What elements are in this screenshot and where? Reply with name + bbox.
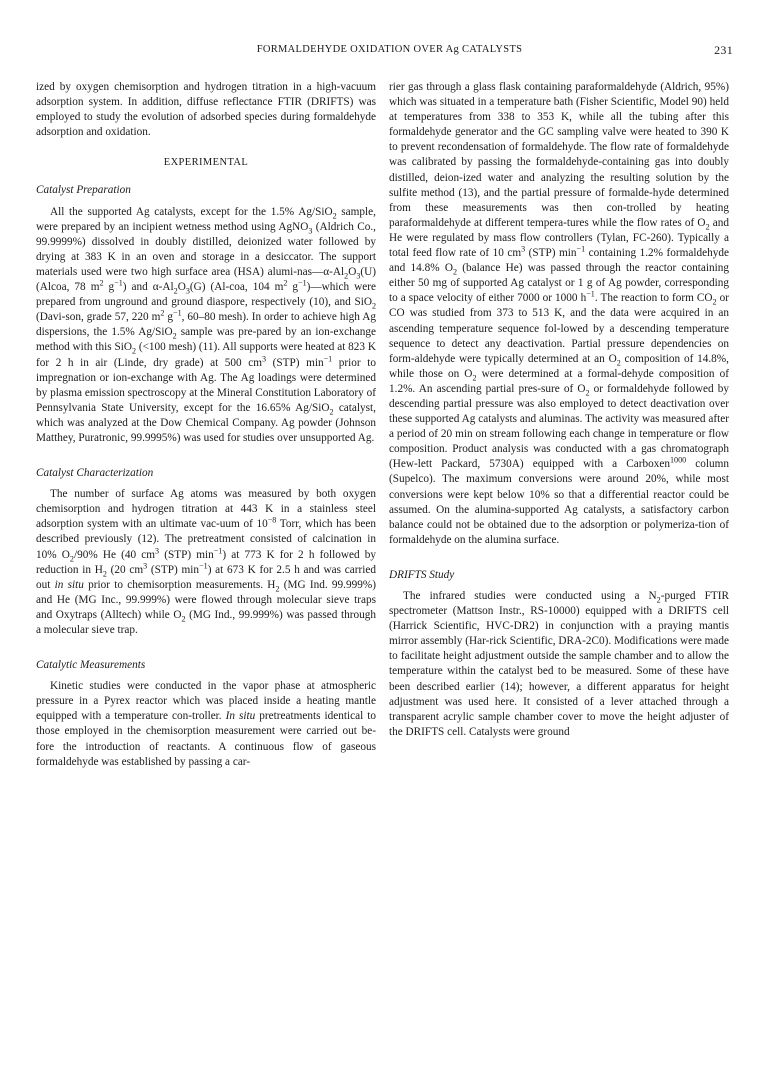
right-column xyxy=(389,80,729,740)
running-title: FORMALDEHYDE OXIDATION OVER Ag CATALYSTS xyxy=(256,44,523,55)
page-number: 231 xyxy=(714,43,733,57)
catalytic-measurements-paragraph: Kinetic studies were conducted in the vapor phase at atmospheric pressure in a Pyrex reactor which was placed inside a heating mantle equipped with a temperature con-troller. In situ pretreatments identical to those employed in the chemisorption measurement were carried out be-fore the introduction of reactants. A continuous flow of gaseous formaldehyde was established by passing a car- xyxy=(36,680,376,768)
intro-paragraph: ized by oxygen chemisorption and hydrogen titration in a high-vacuum adsorption system. In addition, diffuse reflectance FTIR (DRIFTS) was employed to study the evolution of adsorbed species during formaldehyde adsorption and oxidation. xyxy=(36,81,376,139)
catalyst-preparation-heading: Catalyst Preparation xyxy=(36,184,131,197)
catalyst-characterization-paragraph: The number of surface Ag atoms was measured by both oxygen chemisorption and hydrogen titration at 443 K in a stainless steel adsorption system with an ultimate vac-uum of $10^{-8}$ Torr, which has been described previously (12). The pretreatment consisted of calcination in 10% $O_2/90\%$ He (40 $cm^3$ (STP) $\min^{-1}$) at 773 K for 2 h followed by reduction in $H_2$ (20 $cm^3$ (STP) $\min^{-1}$) at 673 K for 2.5 h and was carried out in situ prior to chemisorption measurements. $H_2$ (MG Ind. 99.999%) and He (MG Inc., 99.999%) were flowed through molecular sieve traps and Oxytraps (Alltech) while $O_2$ (MG Ind., 99.999%) was passed through a molecular sieve trap. xyxy=(36,488,377,636)
continued-paragraph: rier gas through a glass flask containing paraformaldehyde (Aldrich, 95%) which was situated in a temperature bath (Fisher Scientific, Model 90) held at temperatures from 338 to 353 K, while all the tubing after this formaldehyde generator and the GC sampling valve were heated to 390 K to prevent recondensation of formaldehyde. The flow rate of formaldehyde was calibrated by passing the formaldehyde-containing gas into doubly distilled, deion-ized water and analyzing the resulting solution by the sulfite method (13), and the partial pressure of formalde-hyde determined from these measurements was then con-trolled by heating paraformaldehyde at different tempera-tures while the flow rates of $O_2$ and He were regulated by mass flow controllers (Tylan, FC-260). Typically a total feed flow rate of 10 $cm^3$ (STP) $\min^{-1}$ containing 1.2% formaldehyde and 14.8% $O_2$ (balance He) was passed through the reactor containing either 50 mg of supported Ag catalyst or 1 g of Ag powder, corresponding to a space velocity of either 7000 or 1000 $h^{-1}$. The reaction to form $CO_2$ or CO was studied from 373 to 513 K, and the data were acquired in an ascending temperature sequence fol-lowed by a descending temperature sequence to detect any deactivation. Partial pressure dependencies on form-aldehyde were typically determined at an $O_2$ composition of 14.8%, while those on $O_2$ were determined at a formal-dehyde composition of 1.2%. An ascending partial pres-sure of $O_2$ or formaldehyde followed by descending partial pressure was also employed to detect deactivation over these supported Ag catalysts and aluminas. The activity was measured after a period of 20 min on stream following each change in temperature or flow composition. Product analysis was conducted with a gas chromatograph (Hew-lett Packard, 5730A) equipped with a Carboxen$^{1000}$ column (Supelco). The maximum conversions were around 20%, while most conversions were kept below 10% so that a differential reactor could be assumed. On the alumina-supported Ag catalysts, a satisfactory carbon balance could not be obtained due to the adsorption or polymeriza-tion of formaldehyde on the alumina surface. xyxy=(389,81,729,546)
left-column xyxy=(36,80,376,770)
catalytic-measurements-heading: Catalytic Measurements xyxy=(36,659,146,672)
experimental-heading: EXPERIMENTAL xyxy=(163,157,249,169)
drifts-study-heading: DRIFTS Study xyxy=(389,568,455,581)
catalyst-characterization-heading: Catalyst Characterization xyxy=(36,467,154,480)
drifts-study-paragraph: The infrared studies were conducted using a $N_2$-purged FTIR spectrometer (Mattson Instr., RS-10000) equipped with a DRIFTS cell (Harrick Scientific, HVC-DR2) in conjunction with a praying mantis mirror assembly (Har-rick Scientific, DRA-2C0). Modifications were made to facilitate height adjustment outside the sample chamber and to allow the temperature within the catalyst bed to be measured. Some of these have been described earlier (14); however, a different apparatus for height adjustment was used here. It consisted of a lever attached through a transparent acrylic sample chamber cover to move the height adjuster of the DRIFTS cell. Catalysts were ground xyxy=(389,590,729,738)
running-head xyxy=(40,44,739,60)
catalyst-preparation-paragraph: All the supported Ag catalysts, except for the 1.5% Ag/SiO$_2$ sample, were prepared by an incipient wetness method using AgNO$_3$ (Aldrich Co., 99.9999%) dissolved in doubly distilled, deionized water followed by drying at 383 K in an oven and storage in a desiccator. The support materials used were two high surface area (HSA) alumi-$nas—\alpha-Al_2O_3(U)$ (Alcoa, 78 $m^2$ $g^{-1}$) and $\alpha-Al_2O_3(G)$ (Al-coa, 104 $m^2$ $g^{-1})—which$ were prepared from unground and ground diaspore, respectively (10), and SiO$_2$ (Davi-son, grade 57, 220 $m^2$ $g^{-1}$, 60–80 mesh). In order to achieve high Ag dispersions, the 1.5% Ag/SiO$_2$ sample was pre-pared by an ion-exchange method with this SiO$_2$ (<100 mesh) (11). All supports were heated at 823 K for 2 h in air (Linde, dry grade) at 500 $cm^3$ (STP) $\min^{-1}$ prior to impregnation or ion-exchange with Ag. The Ag loadings were determined by plasma emission spectroscopy at the Mineral Constitution Laboratory of Pennsylvania State University, except for the 16.65% Ag/SiO$_2$ catalyst, which was analyzed at the Dow Chemical Company. Ag powder (Johnson Matthey, Puratronic, 99.9995%) was used for studies over unsupported Ag. xyxy=(36,205,377,444)
